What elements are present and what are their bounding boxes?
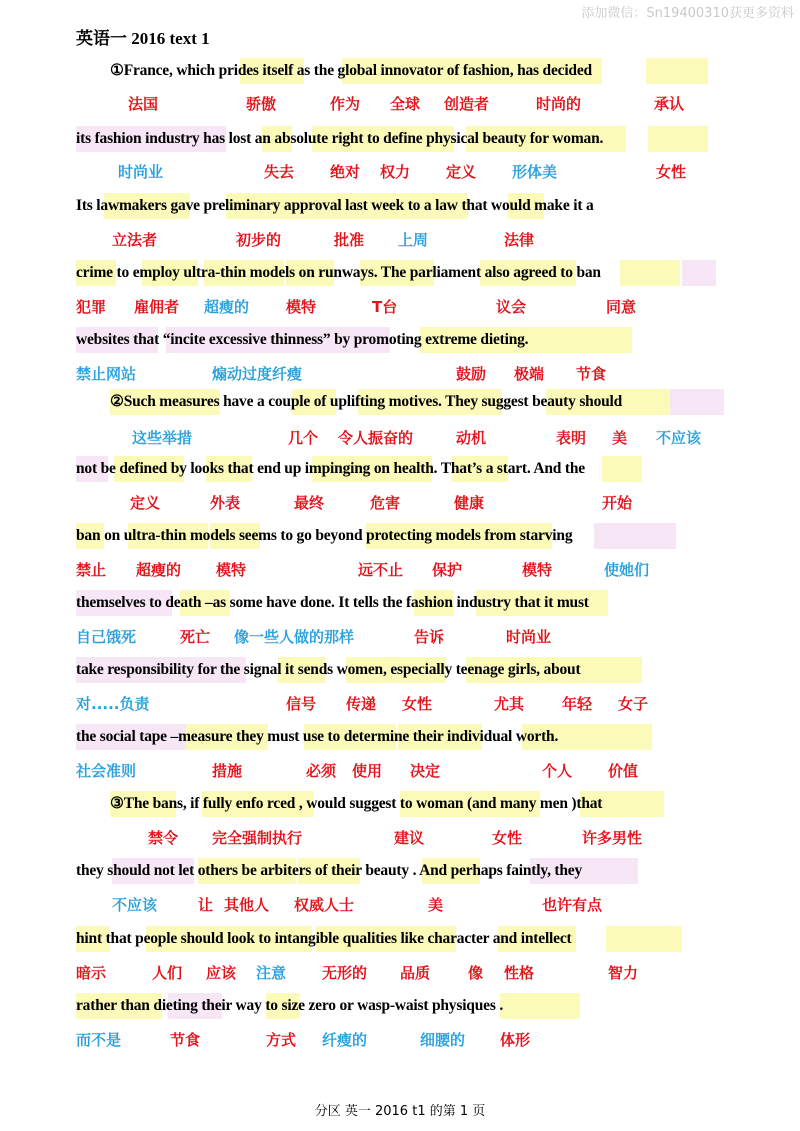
translation-word: 女性 bbox=[402, 695, 433, 713]
text-line bbox=[76, 259, 601, 287]
translation-word: 禁止网站 bbox=[76, 365, 137, 383]
highlight-mark bbox=[602, 456, 642, 482]
translation-word: 煽动过度纤瘦 bbox=[212, 365, 303, 383]
text-line bbox=[76, 125, 603, 153]
line-text: the social tape –measure they must use to determine their individual worth. bbox=[76, 728, 559, 745]
translation-word: 形体美 bbox=[512, 163, 558, 181]
translation-word: 初步的 bbox=[236, 231, 282, 249]
text-line bbox=[76, 723, 558, 751]
line-text: not be defined by looks that end up impinging on health. That’s a start. And the bbox=[76, 460, 585, 477]
translation-word: T台 bbox=[372, 298, 398, 316]
text-line bbox=[110, 57, 592, 85]
translation-word: 自己饿死 bbox=[76, 628, 137, 646]
line-text: crime to employ ultra-thin models on runways. The parliament also agreed to ban bbox=[76, 264, 601, 281]
translation-word: 让 bbox=[198, 896, 214, 914]
text-line bbox=[110, 388, 622, 416]
text-line bbox=[76, 522, 572, 550]
translation-word: 年轻 bbox=[562, 695, 593, 713]
translation-word: 时尚业 bbox=[506, 628, 552, 646]
translation-word: 人们 bbox=[152, 964, 183, 982]
translation-word: 骄傲 bbox=[246, 95, 277, 113]
translation-word: 保护 bbox=[432, 561, 463, 579]
translation-word: 几个 bbox=[288, 429, 319, 447]
highlight-mark bbox=[594, 523, 676, 549]
translation-word: 定义 bbox=[446, 163, 477, 181]
translation-word: 不应该 bbox=[656, 429, 702, 447]
translation-word: 表明 bbox=[556, 429, 587, 447]
translation-word: 应该 bbox=[206, 964, 237, 982]
translation-word: 危害 bbox=[370, 494, 401, 512]
translation-word: 对.....负责 bbox=[76, 695, 150, 713]
translation-word: 权力 bbox=[380, 163, 411, 181]
translation-word: 像 bbox=[468, 964, 484, 982]
text-line bbox=[76, 992, 503, 1020]
translation-word: 令人振奋的 bbox=[338, 429, 414, 447]
translation-word: 也许有点 bbox=[542, 896, 603, 914]
translation-word: 时尚业 bbox=[118, 163, 164, 181]
translation-word: 权威人士 bbox=[294, 896, 355, 914]
translation-word: 节食 bbox=[576, 365, 607, 383]
translation-word: 美 bbox=[612, 429, 628, 447]
translation-word: 失去 bbox=[264, 163, 295, 181]
highlight-mark bbox=[648, 126, 708, 152]
text-line bbox=[76, 656, 580, 684]
line-text: ban on ultra-thin models seems to go beyond protecting models from starving bbox=[76, 527, 573, 544]
translation-word: 极端 bbox=[514, 365, 545, 383]
translation-word: 动机 bbox=[456, 429, 487, 447]
translation-word: 承认 bbox=[654, 95, 685, 113]
translation-word: 立法者 bbox=[112, 231, 158, 249]
translation-word: 使用 bbox=[352, 762, 383, 780]
line-text: websites that “incite excessive thinness” by promoting extreme dieting. bbox=[76, 331, 529, 348]
translation-word: 尤其 bbox=[494, 695, 525, 713]
line-text: ①France, which prides itself as the global innovator of fashion, has decided bbox=[110, 62, 592, 79]
translation-word: 模特 bbox=[216, 561, 247, 579]
line-text: its fashion industry has lost an absolute right to define physical beauty for woman. bbox=[76, 130, 604, 147]
text-line bbox=[76, 925, 571, 953]
translation-word: 传递 bbox=[346, 695, 377, 713]
highlight-mark bbox=[620, 260, 680, 286]
translation-word: 无形的 bbox=[322, 964, 368, 982]
translation-word: 禁止 bbox=[76, 561, 107, 579]
text-line bbox=[76, 192, 594, 220]
translation-word: 禁令 bbox=[148, 829, 179, 847]
line-text: take responsibility for the signal it sends women, especially teenage girls, about bbox=[76, 661, 581, 678]
line-text: they should not let others be arbiters of their beauty . And perhaps faintly, they bbox=[76, 862, 583, 879]
page-footer: 分区 英一 2016 t1 的第 1 页 bbox=[314, 1104, 486, 1119]
translation-word: 时尚的 bbox=[536, 95, 582, 113]
translation-word: 建议 bbox=[394, 829, 425, 847]
translation-word: 健康 bbox=[454, 494, 485, 512]
translation-word: 暗示 bbox=[76, 964, 107, 982]
translation-word: 其他人 bbox=[224, 896, 270, 914]
translation-word: 必须 bbox=[306, 762, 337, 780]
watermark: 添加微信：Sn19400310获更多资料 bbox=[581, 6, 794, 21]
translation-word: 性格 bbox=[504, 964, 535, 982]
translation-word: 注意 bbox=[256, 964, 287, 982]
text-line bbox=[110, 790, 602, 818]
highlight-mark bbox=[606, 926, 682, 952]
translation-word: 价值 bbox=[608, 762, 639, 780]
translation-word: 开始 bbox=[602, 494, 633, 512]
translation-word: 定义 bbox=[130, 494, 161, 512]
translation-word: 外表 bbox=[210, 494, 241, 512]
translation-word: 这些举措 bbox=[132, 429, 193, 447]
translation-word: 作为 bbox=[330, 95, 361, 113]
translation-word: 超瘦的 bbox=[136, 561, 182, 579]
translation-word: 细腰的 bbox=[420, 1031, 466, 1049]
translation-word: 模特 bbox=[286, 298, 317, 316]
highlight-mark bbox=[670, 389, 724, 415]
translation-word: 节食 bbox=[170, 1031, 201, 1049]
translation-word: 绝对 bbox=[330, 163, 361, 181]
translation-word: 模特 bbox=[522, 561, 553, 579]
translation-word: 决定 bbox=[410, 762, 441, 780]
line-text: rather than dieting their way to size zero or wasp-waist physiques . bbox=[76, 997, 503, 1014]
line-text: ③The bans, if fully enfo rced , would suggest to woman (and many men )that bbox=[110, 795, 603, 812]
translation-word: 女子 bbox=[618, 695, 649, 713]
translation-word: 法国 bbox=[128, 95, 159, 113]
translation-word: 告诉 bbox=[414, 628, 445, 646]
text-line bbox=[76, 589, 589, 617]
translation-word: 品质 bbox=[400, 964, 431, 982]
text-line bbox=[76, 326, 528, 354]
translation-word: 议会 bbox=[496, 298, 527, 316]
translation-word: 像一些人做的那样 bbox=[234, 628, 355, 646]
translation-word: 鼓励 bbox=[456, 365, 487, 383]
translation-word: 美 bbox=[428, 896, 444, 914]
highlight-mark bbox=[646, 58, 708, 84]
text-line bbox=[76, 455, 585, 483]
translation-word: 女性 bbox=[492, 829, 523, 847]
translation-word: 批准 bbox=[334, 231, 365, 249]
line-text: ②Such measures have a couple of uplifting motives. They suggest beauty should bbox=[110, 393, 623, 410]
translation-word: 体形 bbox=[500, 1031, 531, 1049]
translation-word: 远不止 bbox=[358, 561, 404, 579]
highlight-mark bbox=[500, 993, 580, 1019]
translation-word: 完全强制执行 bbox=[212, 829, 303, 847]
highlight-mark bbox=[682, 260, 716, 286]
translation-word: 社会准则 bbox=[76, 762, 137, 780]
translation-word: 不应该 bbox=[112, 896, 158, 914]
text-line bbox=[76, 857, 582, 885]
translation-word: 全球 bbox=[390, 95, 421, 113]
translation-word: 同意 bbox=[606, 298, 637, 316]
page-title: 英语一 2016 text 1 bbox=[76, 29, 210, 48]
line-text: Its lawmakers gave preliminary approval last week to a law that would make it a bbox=[76, 197, 594, 214]
translation-word: 超瘦的 bbox=[204, 298, 250, 316]
translation-word: 女性 bbox=[656, 163, 687, 181]
translation-word: 个人 bbox=[542, 762, 573, 780]
line-text: hint that people should look to intangible qualities like character and intellect bbox=[76, 930, 572, 947]
translation-word: 方式 bbox=[266, 1031, 297, 1049]
translation-word: 上周 bbox=[398, 231, 429, 249]
translation-word: 雇佣者 bbox=[134, 298, 180, 316]
translation-word: 法律 bbox=[504, 231, 535, 249]
translation-word: 死亡 bbox=[180, 628, 211, 646]
translation-word: 而不是 bbox=[76, 1031, 122, 1049]
translation-word: 犯罪 bbox=[76, 298, 107, 316]
translation-word: 措施 bbox=[212, 762, 243, 780]
line-text: themselves to death –as some have done. It tells the fashion industry that it must bbox=[76, 594, 589, 611]
translation-word: 使她们 bbox=[604, 561, 650, 579]
translation-word: 最终 bbox=[294, 494, 325, 512]
translation-word: 智力 bbox=[608, 964, 639, 982]
translation-word: 信号 bbox=[286, 695, 317, 713]
translation-word: 许多男性 bbox=[582, 829, 643, 847]
translation-word: 创造者 bbox=[444, 95, 490, 113]
translation-word: 纤瘦的 bbox=[322, 1031, 368, 1049]
